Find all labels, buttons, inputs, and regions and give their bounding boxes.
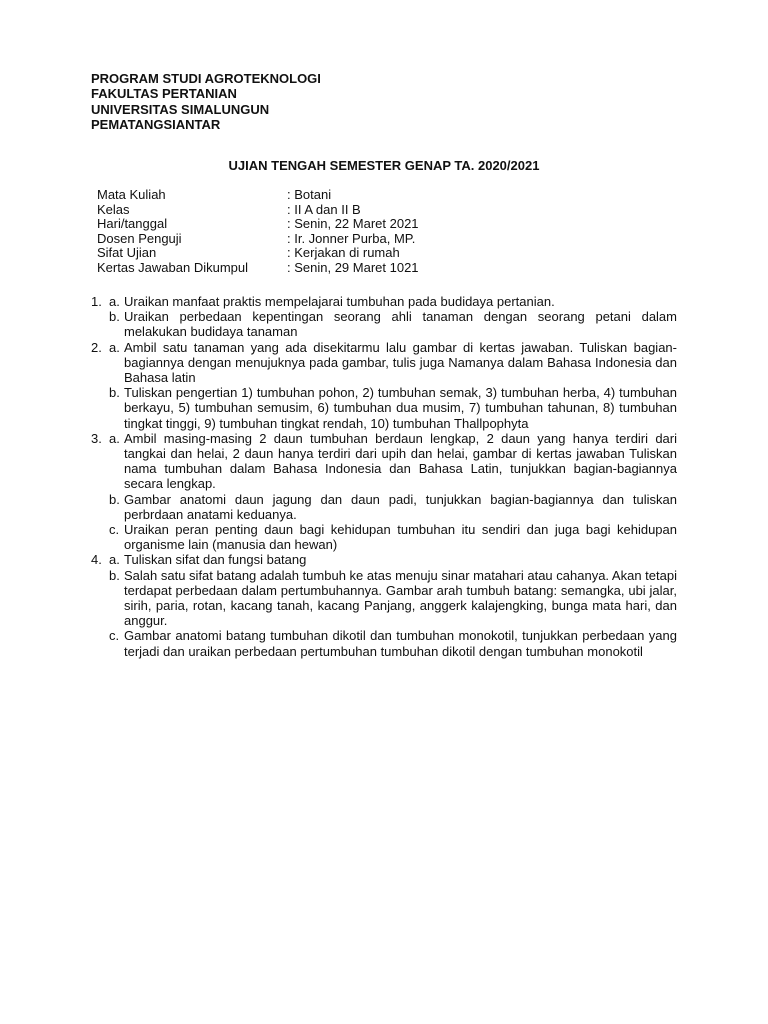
item-text: Gambar anatomi daun jagung dan daun padi, tunjukkan bagian-bagiannya dan tuliskan perbrdaan anatami keduanya. — [124, 491, 677, 522]
info-label: Kelas — [97, 201, 130, 217]
question-item — [109, 340, 677, 386]
item-letter: c. — [109, 628, 120, 644]
question-item — [109, 628, 677, 658]
question-number: 2. — [91, 339, 102, 355]
question-3 — [91, 431, 677, 553]
info-row-examiner — [97, 232, 419, 247]
city-name: PEMATANGSIANTAR — [91, 116, 221, 132]
item-letter: b. — [109, 385, 120, 401]
question-body — [109, 294, 677, 340]
info-value: : II A dan II B — [287, 201, 361, 217]
info-value: : Senin, 29 Maret 1021 — [287, 259, 419, 275]
info-label: Mata Kuliah — [97, 187, 166, 202]
info-label: Dosen Penguji — [97, 230, 182, 246]
item-text: Uraikan perbedaan kepentingan seorang ahli tanaman dengan seorang petani dalam melakukan budidaya tanaman — [124, 309, 677, 340]
info-value: : Botani — [287, 187, 332, 202]
item-text: Uraikan manfaat praktis mempelajarai tumbuhan pada budidaya pertanian. — [124, 294, 555, 309]
item-text: Ambil masing-masing 2 daun tumbuhan berdaun lengkap, 2 daun yang hanya terdiri dari tangkai dan helai, 2 daun hanya terdiri dari upih dan helai, gambar di kertas jawaban Tuliskan nama tumbuhan dalam Bahasa Indonesia dan Bahasa Latin, tunjukkan bagian-bagiannya secara lengkap. — [124, 430, 677, 492]
item-letter: c. — [109, 522, 120, 538]
item-text: Salah satu sifat batang adalah tumbuh ke atas menuju sinar matahari atau cahanya. Akan tetapi terdapat perbedaan dalam pertumbuhannya. Gambar arah tumbuh batang: semangka, ubi jalar, sirih, paria, rotan, kacang tanah, kacang Panjang, anggerk kalajengking, bunga mata hari, dan anggur. — [124, 567, 677, 629]
question-item — [109, 431, 677, 492]
exam-title: UJIAN TENGAH SEMESTER GENAP TA. 2020/2021 — [228, 158, 540, 173]
question-item — [109, 309, 677, 339]
info-label: Kertas Jawaban Dikumpul — [97, 259, 249, 275]
question-4 — [91, 552, 677, 658]
exam-info-table — [97, 188, 419, 276]
item-letter: b. — [109, 491, 120, 507]
question-item — [109, 294, 677, 309]
item-letter: b. — [109, 567, 120, 583]
institution-header — [91, 71, 321, 132]
item-text: Uraikan peran penting daun bagi kehidupan tumbuhan itu sendiri dan juga bagi kehidupan organisme lain (manusia dan hewan) — [124, 522, 677, 553]
item-letter: a. — [109, 430, 120, 446]
info-row-submission — [97, 261, 419, 276]
info-row-exam-type — [97, 246, 419, 261]
info-value: : Senin, 22 Maret 2021 — [287, 216, 419, 232]
info-row-class — [97, 203, 419, 218]
question-item — [109, 568, 677, 629]
question-2 — [91, 340, 677, 431]
question-item — [109, 492, 677, 522]
item-text: Tuliskan sifat dan fungsi batang — [124, 552, 307, 568]
info-value: : Ir. Jonner Purba, MP. — [287, 230, 416, 246]
program-name: PROGRAM STUDI AGROTEKNOLOGI — [91, 71, 321, 86]
item-letter: a. — [109, 552, 120, 568]
question-body — [109, 431, 677, 553]
info-label: Sifat Ujian — [97, 245, 157, 261]
faculty-name: FAKULTAS PERTANIAN — [91, 86, 237, 102]
question-body — [109, 552, 677, 658]
info-value: : Kerjakan di rumah — [287, 245, 400, 261]
question-item — [109, 552, 677, 567]
question-number: 4. — [91, 552, 102, 568]
item-text: Ambil satu tanaman yang ada disekitarmu lalu gambar di kertas jawaban. Tuliskan bagian-bagiannya dengan menujuknya pada gambar, tulis juga Namanya dalam Bahasa Indonesia dan Bahasa latin — [124, 339, 677, 386]
item-letter: b. — [109, 309, 120, 325]
info-row-date — [97, 217, 419, 232]
question-number: 3. — [91, 430, 102, 446]
item-text: Tuliskan pengertian 1) tumbuhan pohon, 2) tumbuhan semak, 3) tumbuhan herba, 4) tumbuhan berkayu, 5) tumbuhan semusim, 6) tumbuhan dua musim, 7) tumbuhan tahunan, 8) tumbuhan tingkat tinggi, 9) tumbuhan tingkat rendah, 10) tumbuhan Thallpophyta — [124, 385, 677, 431]
info-label: Hari/tanggal — [97, 216, 168, 232]
question-list — [91, 294, 677, 659]
info-row-course — [97, 188, 419, 203]
question-number: 1. — [91, 294, 102, 309]
question-item — [109, 385, 677, 431]
question-body — [109, 340, 677, 431]
item-letter: a. — [109, 339, 120, 355]
question-1 — [91, 294, 677, 340]
item-letter: a. — [109, 294, 120, 309]
university-name: UNIVERSITAS SIMALUNGUN — [91, 101, 270, 117]
item-text: Gambar anatomi batang tumbuhan dikotil dan tumbuhan monokotil, tunjukkan perbedaan yang terjadi dan uraikan perbedaan pertumbuhan tumbuhan dikotil dengan tumbuhan monokotil — [124, 628, 677, 659]
question-item — [109, 522, 677, 552]
